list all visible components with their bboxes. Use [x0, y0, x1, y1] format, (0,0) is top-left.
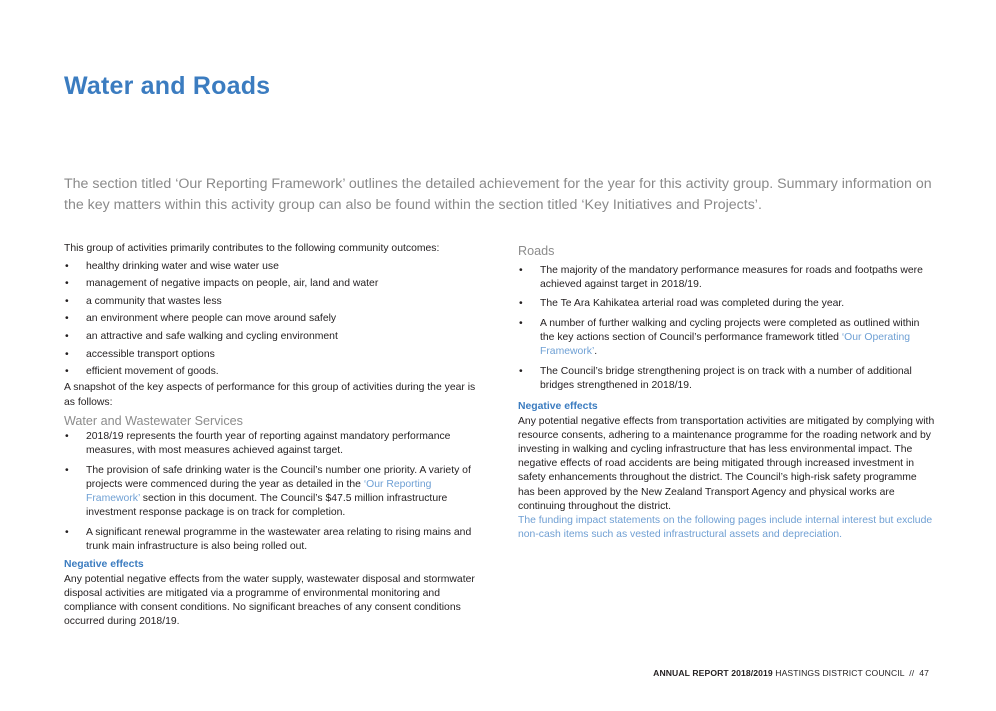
roads-negative-effects-heading: Negative effects [518, 401, 598, 413]
bullet-text: The provision of safe drinking water is the Council’s number one priority. A variety of projects were commenced during the year as detailed in the [86, 464, 471, 490]
list-item: • efficient movement of goods. [64, 365, 478, 379]
list-item: • The Te Ara Kahikatea arterial road was completed during the year. [518, 297, 936, 311]
footer-council: HASTINGS DISTRICT COUNCIL // [772, 668, 920, 678]
roads-bullets [518, 264, 936, 394]
water-bullets [64, 430, 478, 554]
footer-report-label: ANNUAL REPORT 2018/2019 [653, 668, 773, 678]
list-item: • healthy drinking water and wise water use [64, 260, 478, 274]
list-item: • A significant renewal programme in the wastewater area relating to rising mains and trunk main infrastructure is also being rolled out. [64, 526, 478, 554]
list-item [518, 317, 936, 360]
community-outcomes-list [64, 260, 478, 380]
intro-paragraph: The section titled ‘Our Reporting Framework’ outlines the detailed achievement for the year for this activity group. Summary information on the key matters within this activity group can also be found within the section titled ‘Key Initiatives and Projects’. [64, 176, 932, 213]
right-column [518, 244, 936, 542]
negative-effects-heading: Negative effects [64, 559, 144, 571]
bullet-text: A number of further walking and cycling projects were completed as outlined within the key actions section of Council’s performance framework titled [540, 317, 920, 344]
roads-negative-effects-text: Any potential negative effects from transportation activities are mitigated by complying with resource consents, adhering to a maintenance programme for the roading network and by investing in walking and cycling infrastructure that has less environmental impact. The negative effects of road accidents are being mitigated through increased investment in safety enhancements throughout the district. The Council’s high-risk safety programme has been approved by the New Zealand Transport Agency and physical works are continuing throughout the district. [518, 415, 935, 512]
list-item: • The majority of the mandatory performance measures for roads and footpaths were achieved against target in 2018/19. [518, 264, 936, 292]
list-item [64, 464, 478, 521]
page-number: 47 [919, 668, 929, 678]
list-item: • an environment where people can move around safely [64, 312, 478, 326]
outcomes-intro: This group of activities primarily contributes to the following community outcomes: [64, 243, 440, 254]
list-item: • a community that wastes less [64, 295, 478, 309]
left-column [64, 242, 478, 629]
negative-effects-text: Any potential negative effects from the water supply, wastewater disposal and stormwater disposal activities are mitigated via a programme of environmental monitoring and compliance with consent conditions. No significant breaches of any consent conditions occurred during 2018/19. [64, 573, 475, 628]
list-item: • an attractive and safe walking and cycling environment [64, 330, 478, 344]
bullet-text: . [594, 346, 598, 358]
roads-heading: Roads [518, 244, 555, 258]
funding-note: The funding impact statements on the following pages include internal interest but exclude non-cash items such as vested infrastructural assets and depreciation. [518, 515, 933, 541]
list-item: • accessible transport options [64, 348, 478, 362]
list-item: • 2018/19 represents the fourth year of reporting against mandatory performance measures, with most measures achieved against target. [64, 430, 478, 458]
bullet-text: section in this document. The Council’s $47.5 million infrastructure investment response package is on track for completion. [86, 493, 448, 519]
operating-framework-link[interactable]: ‘Our Operating Framework’ [540, 332, 911, 358]
list-item: • The Council’s bridge strengthening project is on track with a number of additional bridges strengthened in 2018/19. [518, 365, 936, 393]
page-footer [653, 668, 929, 678]
reporting-framework-link[interactable]: ‘Our Reporting Framework’ [86, 478, 432, 505]
water-services-heading: Water and Wastewater Services [64, 413, 243, 428]
page-title: Water and Roads [64, 72, 271, 100]
list-item: • management of negative impacts on people, air, land and water [64, 277, 478, 291]
snapshot-text: A snapshot of the key aspects of performance for this group of activities during the year is as follows: [64, 382, 476, 408]
